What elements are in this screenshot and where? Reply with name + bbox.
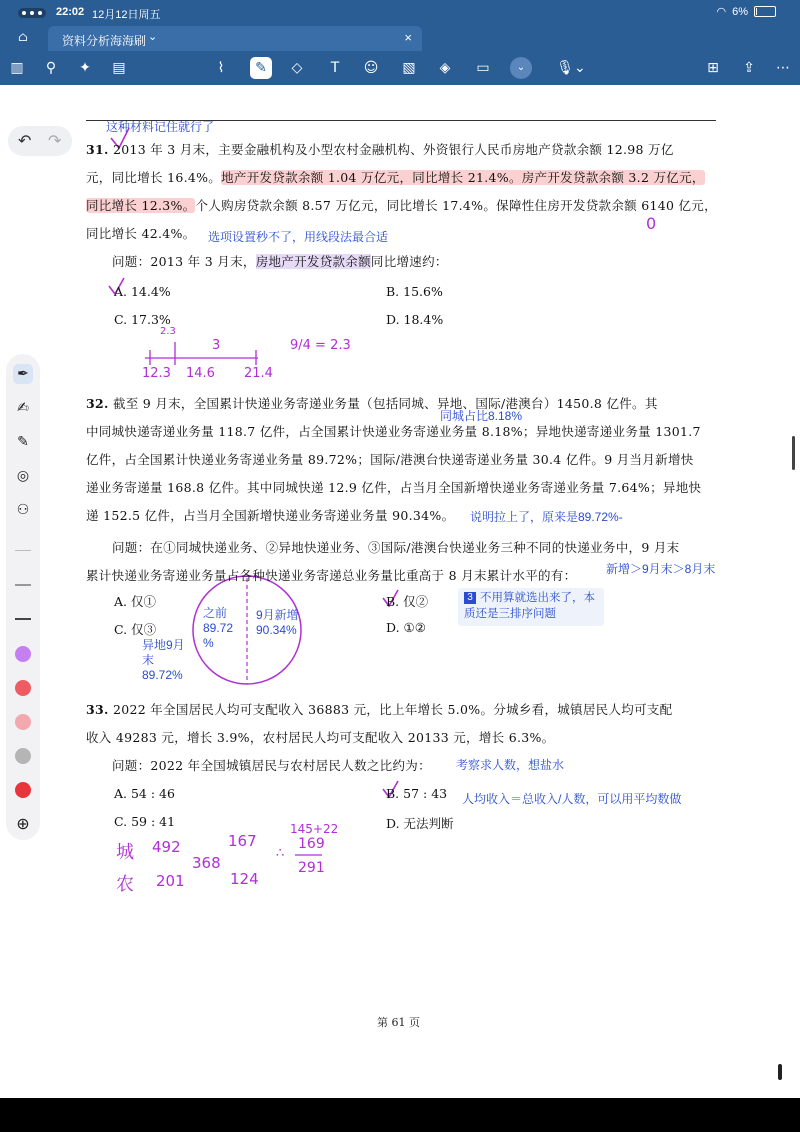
q31-option-d[interactable]: D. 18.4% [386, 312, 444, 327]
q32-box-number: 3 [464, 592, 476, 604]
q33-rural: 农 [116, 874, 134, 895]
mic-icon[interactable]: 🎙︎⌄ [556, 60, 586, 76]
fountain-pen-icon[interactable]: ✒ [13, 364, 33, 384]
home-icon[interactable]: ⌂ [18, 30, 28, 45]
q33-number: 33. [86, 702, 109, 717]
q31-line4: 同比增长 42.4%。 [86, 226, 196, 241]
image-icon[interactable]: ▧ [402, 60, 416, 76]
top-note: 这种材料记住就行了 [106, 120, 215, 134]
q33-frac-top: 145+22 [290, 822, 339, 836]
q33-option-d[interactable]: D. 无法判断 [386, 816, 454, 831]
q32-note-right: 新增＞9月末＞8月末 [606, 562, 716, 576]
add-pen-icon[interactable]: ⊕ [16, 814, 30, 833]
q33-therefore: ∴ [276, 846, 285, 861]
q31-note: 选项设置秒不了，用线段法最合适 [208, 230, 389, 244]
q31-seg-a: 2.3 [160, 326, 176, 337]
q32-line5: 递 152.5 亿件，占当月全国新增快递业务寄递业务量 90.34%。 [86, 508, 455, 523]
q31-option-b[interactable]: B. 15.6% [386, 284, 443, 299]
q33-option-b[interactable]: B. 57 : 43 [386, 786, 448, 801]
lasso-icon[interactable]: ⌇ [217, 60, 225, 76]
sticky-note-icon[interactable]: ▭ [476, 60, 490, 76]
tab-title: 资料分析海海刷 [62, 34, 147, 48]
q31-option-a[interactable]: A. 14.4% [114, 284, 171, 299]
q33-question: 问题：2022 年全国城镇居民与农村居民人数之比约为： [112, 758, 431, 773]
q33-line1: 2022 年全国居民人均可支配收入 36883 元，比上年增长 5.0%。分城乡看，城镇居民人均可支配 [112, 702, 673, 717]
battery-percent: 6% [732, 5, 748, 18]
q31-question-b: 房地产开发贷款余额 [255, 254, 371, 269]
circle-left-value: 89.72 [203, 621, 234, 635]
ballpoint-pen-icon[interactable]: ✍ [17, 400, 29, 416]
q33-option-a[interactable]: A. 54 : 46 [114, 786, 175, 801]
q31-question-a: 问题：2013 年 3 月末， [112, 254, 256, 269]
circle-right-label: 9月新增 [256, 608, 299, 622]
q32-question2: 累计快递业务寄递业务量占各种快递业务寄递总业务量比重高于 8 月末累计水平的有： [86, 568, 577, 583]
q33-124: 124 [230, 870, 259, 888]
q32-note-box [458, 588, 604, 626]
search-icon[interactable]: ⚲ [45, 60, 57, 76]
q32-box-text: 不用算就选出来了，本质还是三排序问题 [464, 592, 595, 620]
q31-line2a: 元，同比增长 16.4%。 [86, 170, 222, 185]
shape-pen-icon[interactable]: ⚇ [16, 502, 30, 518]
q33-368: 368 [192, 854, 221, 872]
q32-option-c[interactable]: C. 仅③ [114, 622, 157, 637]
q31-line1: 2013 年 3 月末，主要金融机构及小型农村金融机构、外资银行人民币房地产贷款余额 12.98 万亿 [112, 142, 674, 157]
status-time: 22:02 [56, 6, 85, 18]
q31-seg-e: 21.4 [244, 366, 273, 381]
q31-ratio: 9/4 = 2.3 [290, 338, 351, 353]
q33-line2: 收入 49283 元，增长 3.9%，农村居民人均可支配收入 20133 元，增长 6.3%。 [86, 730, 555, 745]
shapes-icon[interactable]: ◈ [439, 60, 451, 76]
pen-icon[interactable]: ✎ [250, 57, 272, 79]
q32-line4: 递业务寄递量 168.8 亿件。其中同城快递 12.9 亿件，占当月全国新增快递业务寄递业务量 7.64%；异地快 [86, 480, 702, 495]
sticker-icon[interactable]: ☺ [363, 60, 379, 76]
q32-option-a[interactable]: A. 仅① [114, 594, 156, 609]
q31-seg-d: 14.6 [186, 366, 215, 381]
q31-seg-b: 3 [212, 338, 221, 353]
q32-note-top: 同城占比8.18% [440, 409, 523, 423]
q33-note: 考察求人数，想盐水 [456, 758, 565, 772]
q33-frac-den: 291 [298, 860, 325, 876]
circle-right-value: 90.34% [256, 623, 297, 637]
add-page-icon[interactable]: ⊞ [707, 60, 719, 76]
q31-line3a: 同比增长 12.3%。 [86, 198, 196, 213]
share-icon[interactable]: ⇪ [743, 60, 755, 76]
q32-question1: 问题：在①同城快递业务、②异地快递业务、③国际/港澳台快递业务三种不同的快递业务中，9 月末 [112, 540, 680, 555]
q31-option-c[interactable]: C. 17.3% [114, 312, 171, 327]
q33-201: 201 [156, 872, 185, 890]
q31-line2b: 地产开发贷款余额 1.04 万亿元，同比增长 21.4%。房产开发贷款余额 3.2 万亿元， [221, 170, 705, 185]
undo-icon[interactable]: ↶ [18, 131, 32, 150]
resize-handle[interactable] [778, 1064, 782, 1080]
question-33 [86, 696, 672, 780]
more-icon[interactable]: ⋯ [776, 60, 790, 76]
redo-icon[interactable]: ↷ [48, 131, 62, 150]
sidebar-icon[interactable]: ▥ [10, 60, 24, 76]
q31-zero: 0 [646, 214, 657, 233]
sparkle-icon[interactable]: ✦ [79, 60, 91, 76]
q32-number: 32. [86, 396, 109, 411]
q32-line1: 截至 9 月末，全国累计快递业务寄递业务量（包括同城、异地、国际/港澳台）1450.8 亿件。其 [112, 396, 658, 411]
q32-note-mid: 说明拉上了，原来是89.72%- [470, 510, 623, 524]
circle-left [203, 606, 245, 651]
below-c-value: 89.72% [142, 668, 183, 682]
status-date: 12月12日周五 [92, 9, 161, 21]
highlighter-icon[interactable]: ◎ [16, 468, 30, 484]
q31-seg-c: 12.3 [142, 366, 171, 381]
q33-167: 167 [228, 832, 257, 850]
question-31 [86, 136, 717, 276]
below-c-note [142, 638, 190, 683]
wifi-icon: ◠ [716, 6, 727, 18]
q32-line2: 中同城快递寄递业务量 118.7 亿件，占全国累计快递业务寄递业务量 8.18%；异地快递寄递业务量 1301.7 [86, 424, 701, 439]
document-icon[interactable]: ▤ [112, 60, 126, 76]
q32-option-d[interactable]: D. ①② [386, 620, 426, 635]
q33-492: 492 [152, 838, 181, 856]
q31-question-c: 同比增速约： [370, 254, 448, 269]
circle-right [256, 608, 300, 638]
q33-note2: 人均收入＝总收入/人数，可以用平均数做 [462, 792, 682, 806]
scrollbar[interactable] [792, 436, 795, 470]
q31-line3b: 个人购房贷款余额 8.57 万亿元，同比增长 17.4%。保障性住房开发贷款余额 6140 亿元， [195, 198, 717, 213]
q32-line3: 亿件，占全国累计快递业务寄递业务量 89.72%；国际/港澳台快递寄递业务量 30.4 亿件。9 月当月新增快 [86, 452, 694, 467]
page-number: 第 61 页 [377, 1016, 420, 1029]
q33-option-c[interactable]: C. 59 : 41 [114, 814, 176, 829]
circle-left-unit: % [203, 636, 214, 650]
q33-frac-num: 169 [298, 836, 325, 852]
eraser-icon[interactable]: ◇ [291, 60, 303, 76]
q33-city: 城 [116, 842, 134, 863]
more-dropdown-icon[interactable]: ⌄ [510, 57, 532, 79]
below-c-label: 异地9月末 [142, 638, 185, 667]
circle-left-label: 之前 [203, 606, 228, 620]
brush-pen-icon[interactable]: ✎ [17, 434, 29, 450]
q31-number: 31. [86, 142, 109, 157]
close-icon[interactable]: × [404, 30, 412, 45]
chevron-down-icon[interactable]: ⌄ [148, 31, 158, 43]
q32-option-b[interactable]: B. 仅② [386, 594, 429, 609]
textbox-icon[interactable]: T [330, 60, 340, 76]
